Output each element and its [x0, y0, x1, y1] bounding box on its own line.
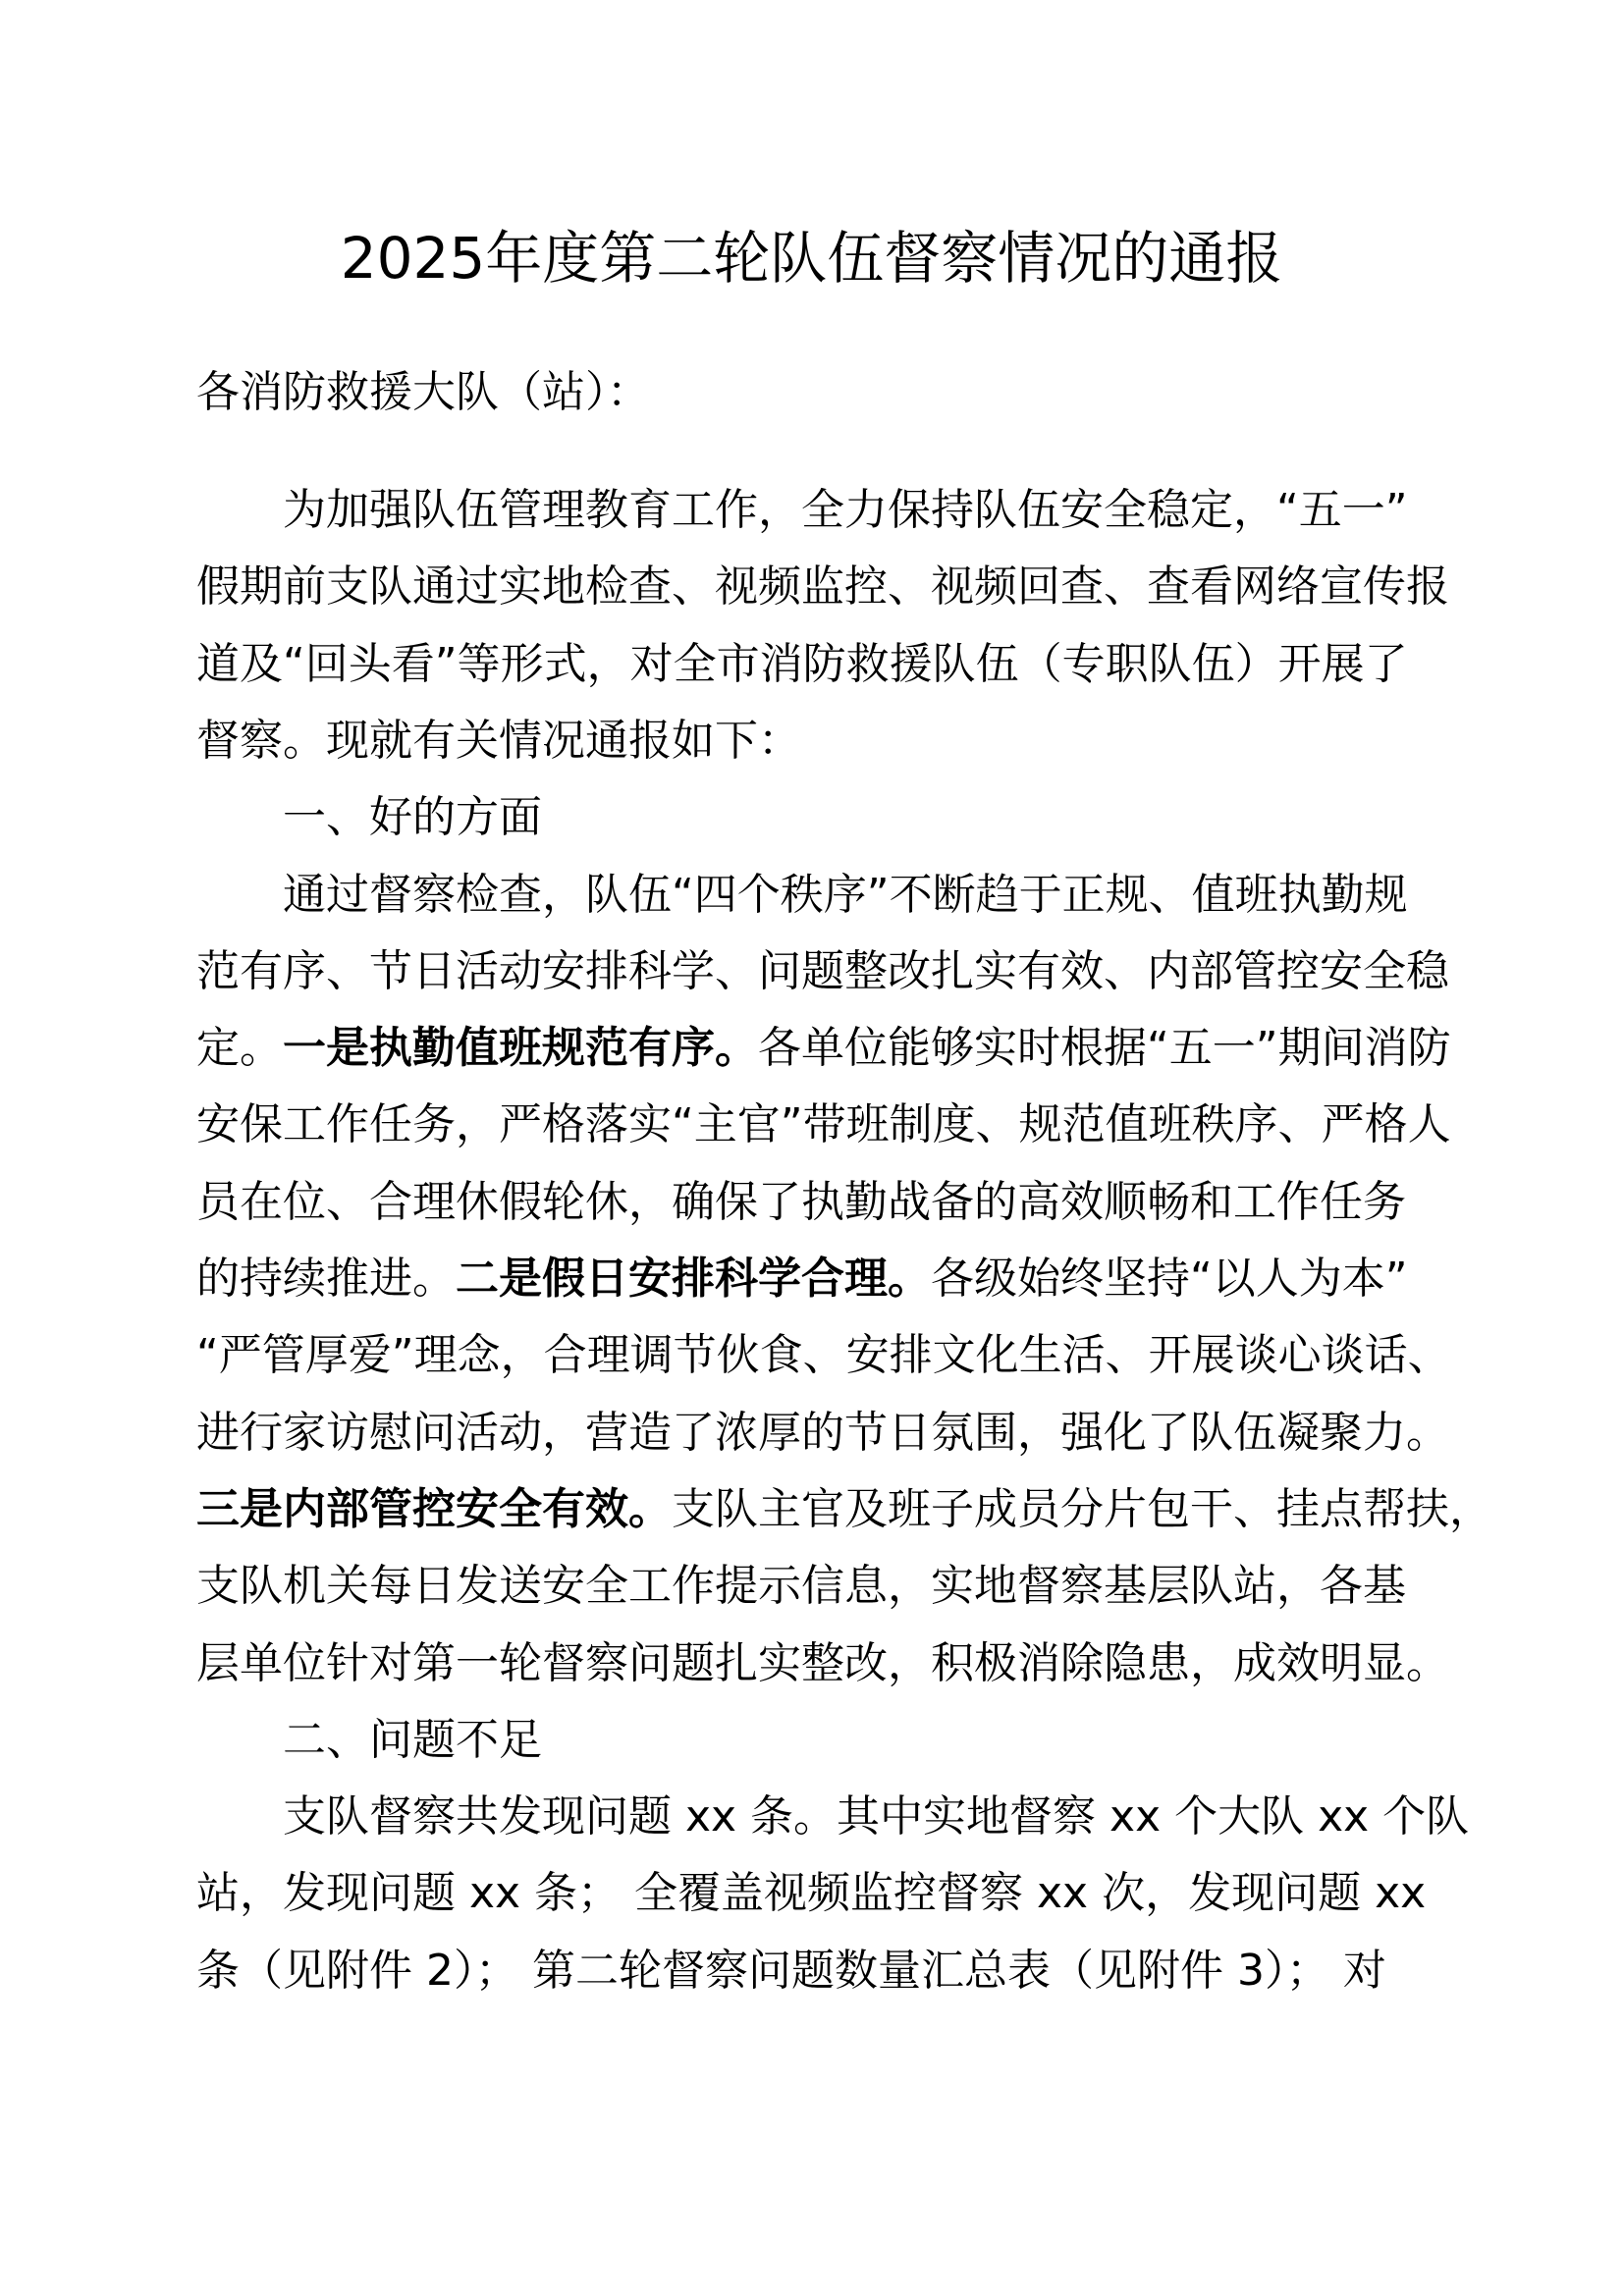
text-segment: 员在位、合理休假轮休，确保了执勤战备的高效顺畅和工作任务	[196, 1176, 1406, 1227]
text-line	[196, 1557, 1406, 1616]
text-segment: 督察。现就有关情况通报如下：	[196, 715, 801, 766]
text-line	[283, 788, 542, 847]
text-line	[196, 635, 1408, 694]
bold-text-segment: 一是执勤值班规范有序。	[283, 1023, 758, 1074]
text-line	[283, 866, 1408, 925]
text-line	[196, 712, 801, 771]
text-segment: 假期前支队通过实地检查、视频监控、视频回查、查看网络宣传报	[196, 561, 1449, 613]
text-line	[196, 1173, 1406, 1232]
text-segment: 道及“回头看”等形式，对全市消防救援队伍（专职队伍）开展了	[196, 638, 1408, 689]
bold-text-segment: 二是假日安排科学合理。	[456, 1254, 931, 1304]
text-segment: 定。	[196, 1023, 283, 1074]
text-segment: 各单位能够实时根据“五一”期间消防	[758, 1023, 1451, 1074]
text-line	[196, 1480, 1492, 1539]
text-line	[196, 1250, 1408, 1308]
text-line	[196, 558, 1449, 616]
text-line	[196, 1019, 1451, 1078]
text-segment: 二、问题不足	[283, 1714, 542, 1765]
text-segment: 各消防救援大队（站）：	[196, 367, 650, 417]
text-segment: 安保工作任务，严格落实“主官”带班制度、规范值班秩序、严格人	[196, 1099, 1451, 1150]
text-segment: 支队主官及班子成员分片包干、挂点帮扶，	[672, 1483, 1492, 1534]
text-line	[283, 1788, 1469, 1846]
text-line	[196, 1095, 1451, 1154]
text-segment: 支队督察共发现问题 xx 条。其中实地督察 xx 个大队 xx 个队	[283, 1791, 1470, 1842]
text-segment: 进行家访慰问活动，营造了浓厚的节日氛围，强化了队伍凝聚力。	[196, 1407, 1449, 1458]
text-line	[283, 481, 1408, 540]
text-segment: 范有序、节日活动安排科学、问题整改扎实有效、内部管控安全稳	[196, 945, 1449, 996]
text-segment: “严管厚爱”理念，合理调节伙食、安排文化生活、开展谈心谈话、	[196, 1330, 1451, 1381]
text-segment: 为加强队伍管理教育工作，全力保持队伍安全稳定，“五一”	[283, 485, 1408, 535]
text-segment: 支队机关每日发送安全工作提示信息，实地督察基层队站，各基	[196, 1561, 1406, 1612]
bold-text-segment: 三是内部管控安全有效。	[196, 1483, 672, 1534]
text-line	[196, 1404, 1449, 1463]
text-segment: 站，发现问题 xx 条； 全覆盖视频监控督察 xx 次，发现问题 xx	[196, 1868, 1427, 1919]
text-segment: 各级始终坚持“以人为本”	[931, 1254, 1408, 1304]
text-line	[196, 1864, 1426, 1923]
text-line	[283, 1711, 542, 1770]
text-segment: 层单位针对第一轮督察问题扎实整改，积极消除隐患，成效明显。	[196, 1637, 1449, 1688]
document-title: 2025年度第二轮队伍督察情况的通报	[340, 225, 1283, 292]
text-segment: 通过督察检查，队伍“四个秩序”不断趋于正规、值班执勤规	[283, 869, 1408, 920]
text-segment: 条（见附件 2）； 第二轮督察问题数量汇总表（见附件 3）； 对	[196, 1945, 1386, 1996]
text-segment: 的持续推进。	[196, 1254, 456, 1304]
text-line	[196, 363, 650, 422]
text-line	[196, 1942, 1386, 2001]
text-segment: 一、好的方面	[283, 792, 542, 843]
text-line	[196, 1326, 1451, 1385]
text-line	[196, 1634, 1449, 1693]
text-line	[196, 942, 1449, 1001]
